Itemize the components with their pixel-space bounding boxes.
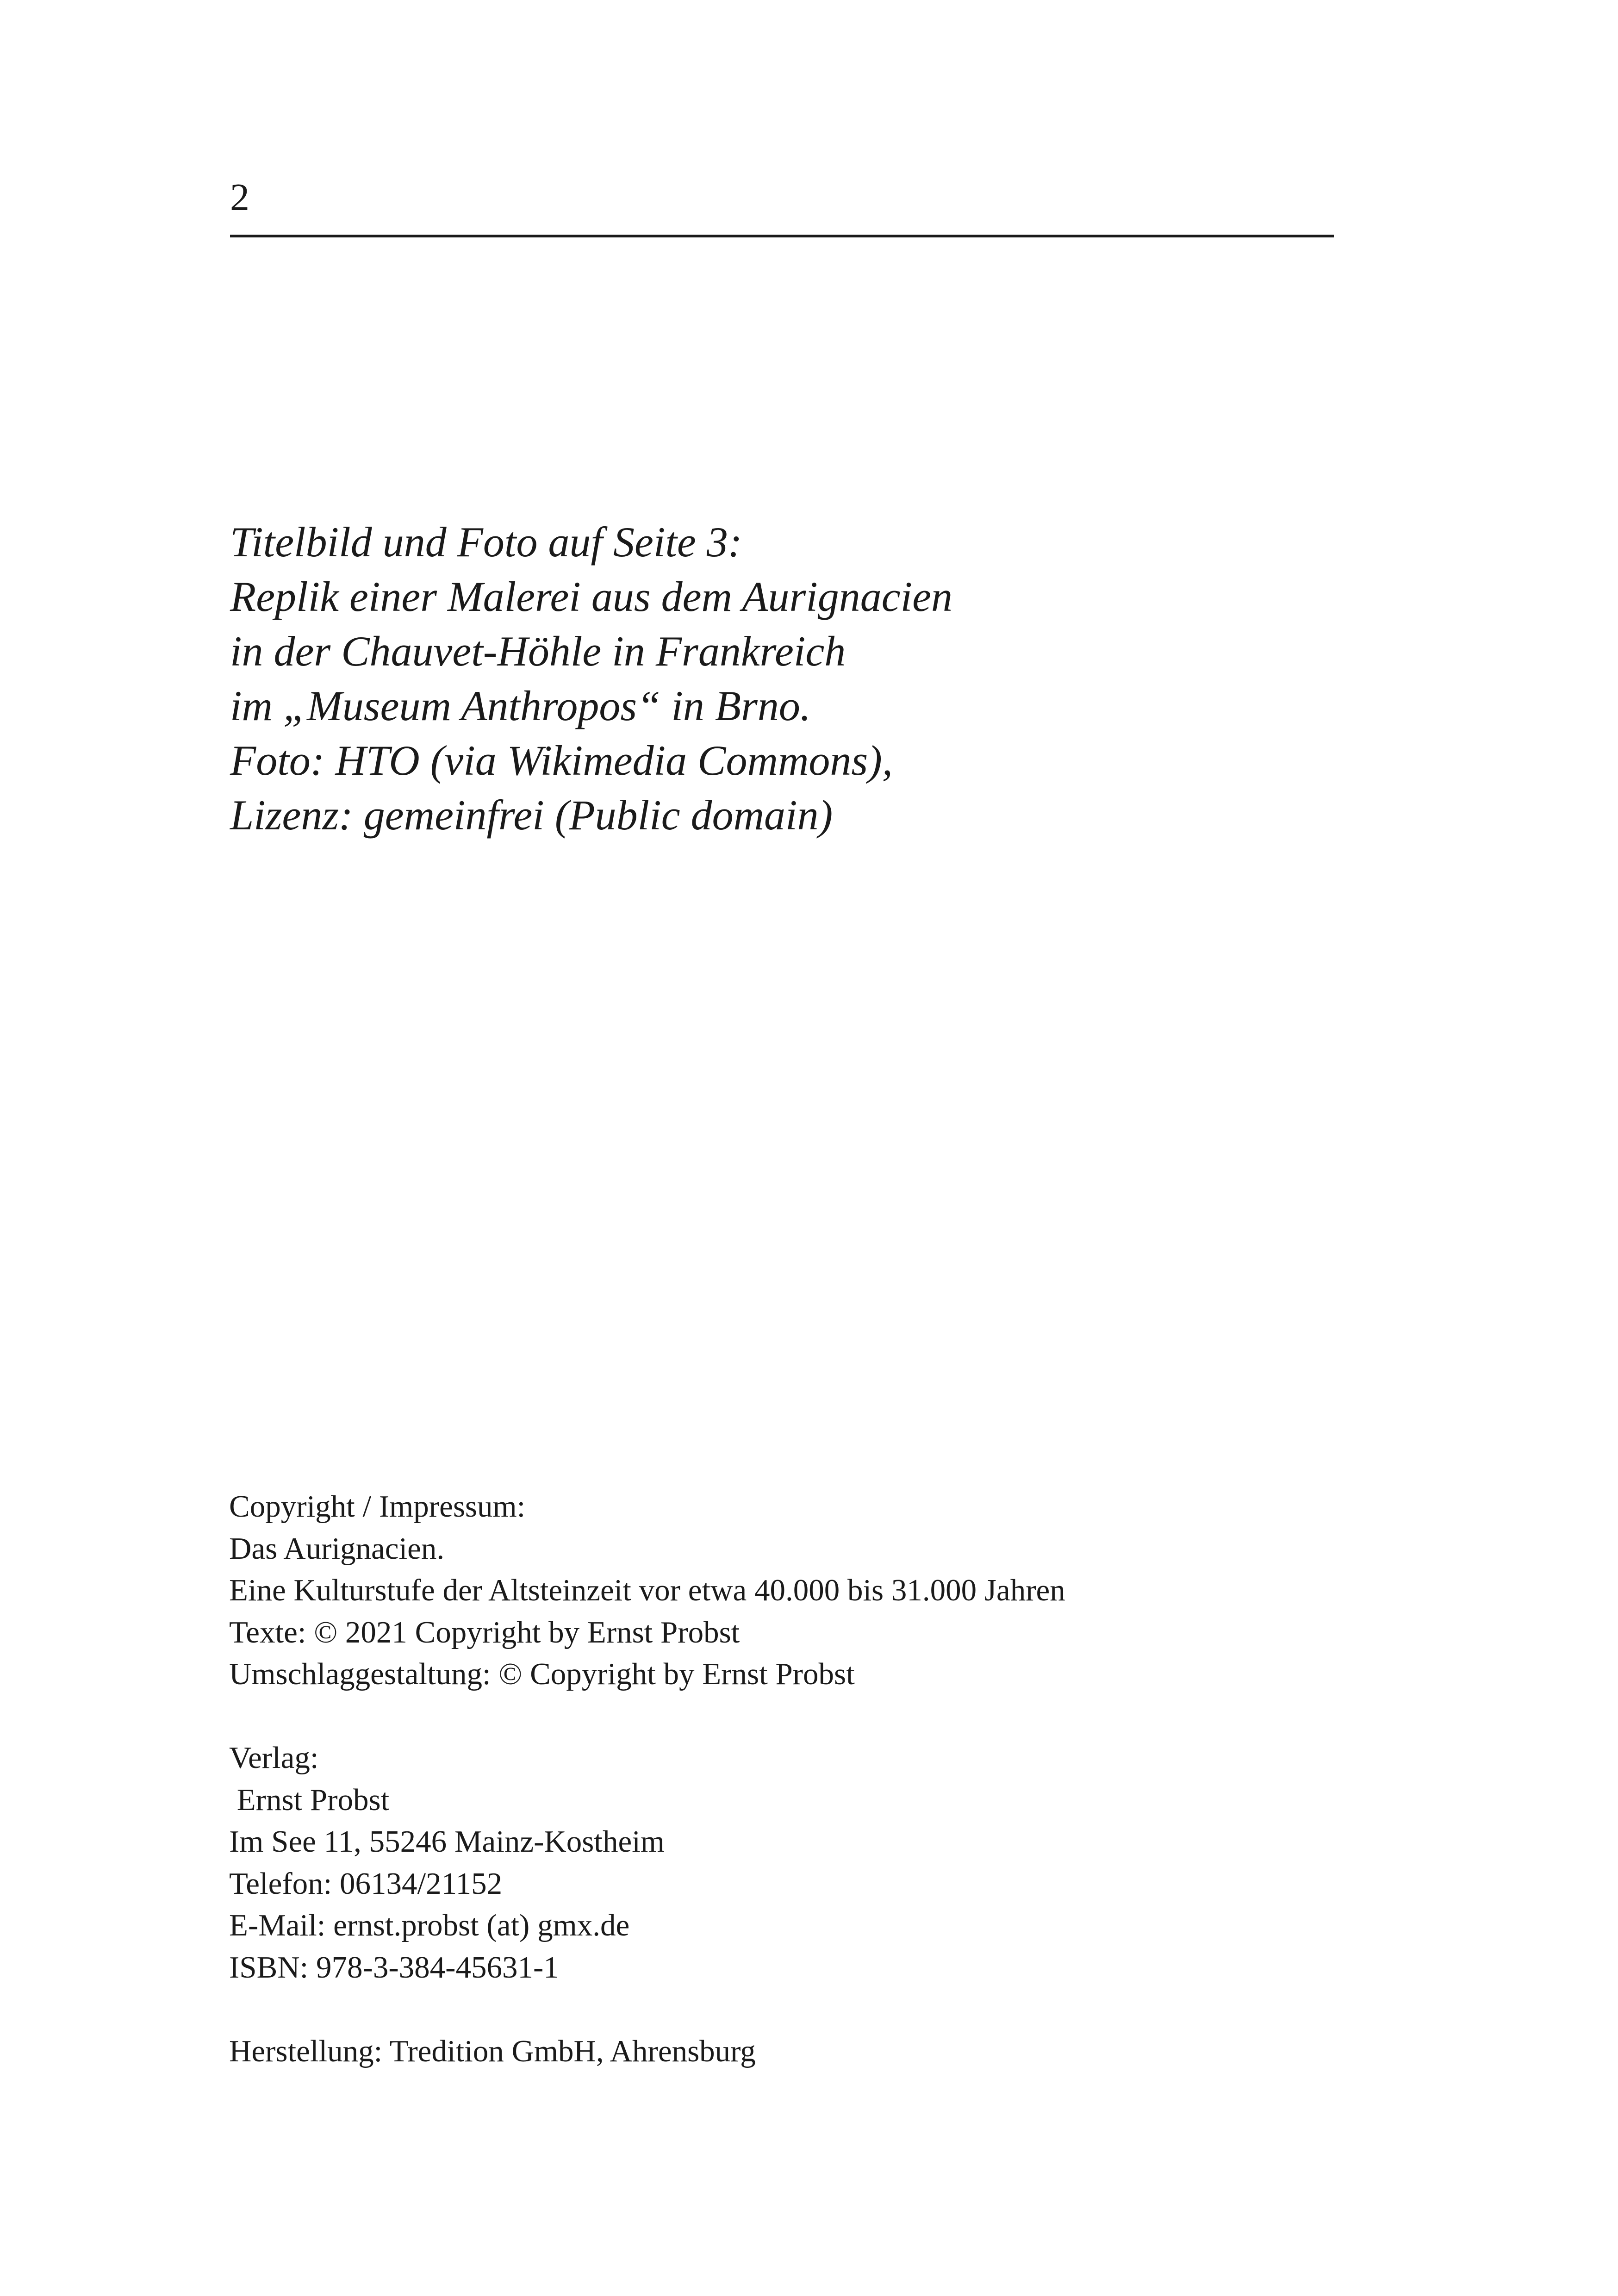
imprint-line: ISBN: 978-3-384-45631-1	[229, 1950, 559, 1985]
copyright-block	[229, 1486, 1065, 1695]
page-number: 2	[230, 176, 249, 219]
publisher-block	[229, 1737, 1065, 1988]
block-spacer	[229, 1988, 1065, 2030]
imprint-line: E-Mail: ernst.probst (at) gmx.de	[229, 1908, 630, 1942]
imprint-line: Telefon: 06134/21152	[229, 1866, 503, 1901]
header-rule	[230, 235, 1334, 237]
block-spacer	[229, 1695, 1065, 1737]
imprint-line: Texte: © 2021 Copyright by Ernst Probst	[229, 1615, 740, 1649]
cover-photo-caption	[230, 515, 952, 842]
caption-line: im „Museum Anthropos“ in Brno.	[230, 682, 811, 729]
imprint-line: Herstellung: Tredition GmbH, Ahrensburg	[229, 2034, 756, 2068]
caption-line: Replik einer Malerei aus dem Aurignacien	[230, 573, 953, 620]
caption-line: Titelbild und Foto auf Seite 3:	[230, 518, 742, 566]
page-header	[230, 178, 1334, 217]
imprint-line: Das Aurignacien.	[229, 1531, 445, 1566]
caption-line: in der Chauvet-Höhle in Frankreich	[230, 628, 846, 675]
imprint-line: Umschlaggestaltung: © Copyright by Ernst Probst	[229, 1657, 855, 1691]
imprint	[229, 1486, 1065, 2072]
caption-line: Foto: HTO (via Wikimedia Commons),	[230, 737, 893, 784]
production-block	[229, 2030, 1065, 2072]
imprint-line: Im See 11, 55246 Mainz-Kostheim	[229, 1824, 665, 1859]
caption-line: Lizenz: gemeinfrei (Public domain)	[230, 791, 833, 839]
imprint-line: Ernst Probst	[229, 1782, 390, 1817]
imprint-line: Eine Kulturstufe der Altsteinzeit vor etwa 40.000 bis 31.000 Jahren	[229, 1573, 1065, 1607]
imprint-line: Verlag:	[229, 1741, 319, 1775]
imprint-line: Copyright / Impressum:	[229, 1489, 526, 1524]
